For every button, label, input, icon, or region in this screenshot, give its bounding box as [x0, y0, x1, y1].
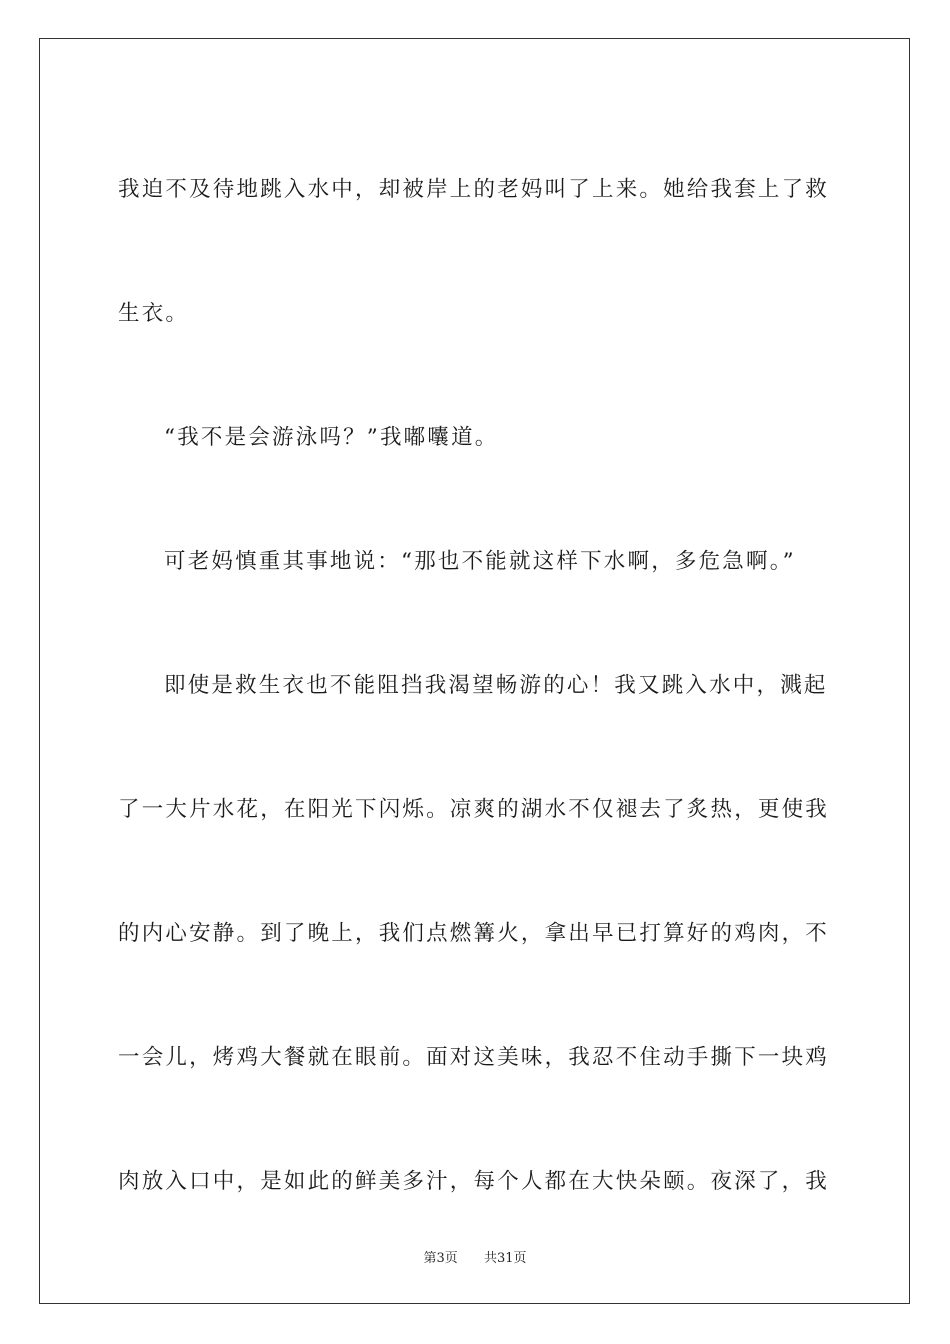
text-line: 我迫不及待地跳入水中，却被岸上的老妈叫了上来。她给我套上了救 — [118, 177, 830, 202]
document-body — [118, 128, 834, 1244]
text-line: 生衣。 — [118, 301, 190, 326]
text-line: 了一大片水花，在阳光下闪烁。凉爽的湖水不仅褪去了炙热，更使我 — [118, 797, 830, 822]
paragraph-1 — [118, 128, 834, 376]
text-line: “我不是会游泳吗？”我嘟囔道。 — [164, 425, 499, 450]
text-line: 即使是救生衣也不能阻挡我渴望畅游的心！我又跳入水中，溅起 — [164, 673, 828, 698]
text-line: 的内心安静。到了晚上，我们点燃篝火，拿出早已打算好的鸡肉，不 — [118, 921, 830, 946]
text-line: 可老妈慎重其事地说：“那也不能就这样下水啊，多危急啊。” — [164, 549, 796, 574]
paragraph-2 — [118, 376, 834, 500]
text-line: 肉放入口中，是如此的鲜美多汁，每个人都在大快朵颐。夜深了，我 — [118, 1169, 830, 1194]
page-number: 第3页 — [423, 1251, 458, 1266]
page-footer — [0, 1247, 950, 1266]
paragraph-3 — [118, 500, 834, 624]
paragraph-4 — [118, 624, 834, 1244]
text-line: 一会儿，烤鸡大餐就在眼前。面对这美味，我忍不住动手撕下一块鸡 — [118, 1045, 830, 1070]
page-total: 共31页 — [484, 1251, 527, 1266]
